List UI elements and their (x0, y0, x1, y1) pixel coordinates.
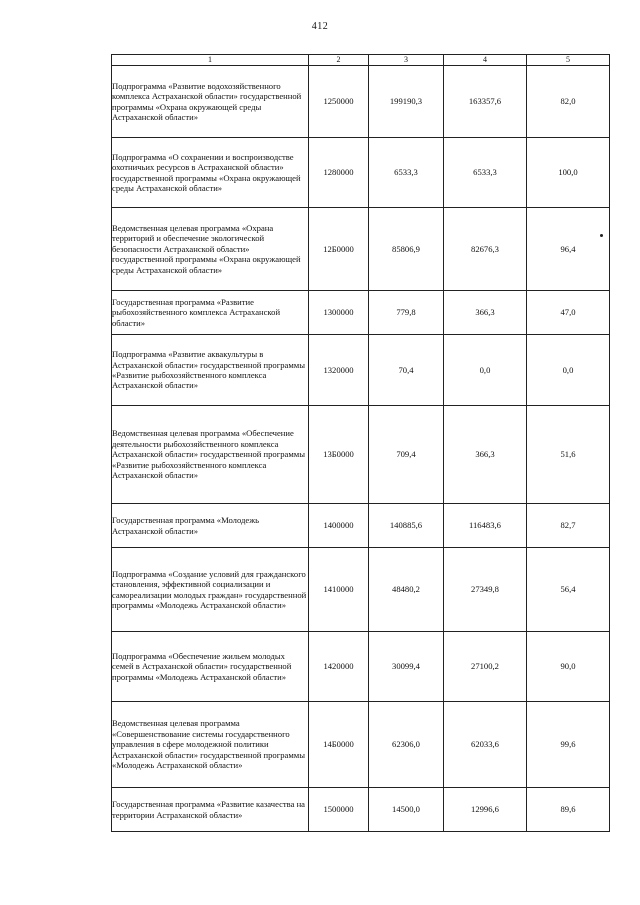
actual-amount: 62033,6 (444, 702, 527, 788)
actual-amount: 6533,3 (444, 138, 527, 208)
table-row (112, 291, 610, 335)
program-name: Подпрограмма «О сохранении и воспроизводстве охотничьих ресурсов в Астраханской области» государственной программы «Охрана окружающей среды Астраханской области» (112, 138, 309, 208)
planned-amount: 709,4 (369, 406, 444, 504)
execution-percent: 89,6 (527, 788, 610, 832)
planned-amount: 48480,2 (369, 548, 444, 632)
program-code: 1410000 (309, 548, 369, 632)
execution-percent: 82,7 (527, 504, 610, 548)
planned-amount: 140885,6 (369, 504, 444, 548)
table-header-row (112, 55, 610, 66)
column-header: 3 (369, 55, 444, 66)
table-row (112, 208, 610, 291)
execution-percent: 47,0 (527, 291, 610, 335)
column-header: 2 (309, 55, 369, 66)
planned-amount: 62306,0 (369, 702, 444, 788)
table-row (112, 66, 610, 138)
program-name: Подпрограмма «Обеспечение жильем молодых семей в Астраханской области» государственной программы «Молодежь Астраханской области» (112, 632, 309, 702)
program-code: 1280000 (309, 138, 369, 208)
execution-percent: 90,0 (527, 632, 610, 702)
planned-amount: 779,8 (369, 291, 444, 335)
planned-amount: 14500,0 (369, 788, 444, 832)
program-name: Государственная программа «Развитие казачества на территории Астраханской области» (112, 788, 309, 832)
actual-amount: 366,3 (444, 406, 527, 504)
table-row (112, 632, 610, 702)
planned-amount: 199190,3 (369, 66, 444, 138)
program-code: 1500000 (309, 788, 369, 832)
execution-percent: 56,4 (527, 548, 610, 632)
actual-amount: 12996,6 (444, 788, 527, 832)
table-row (112, 138, 610, 208)
table-row (112, 406, 610, 504)
program-name: Подпрограмма «Создание условий для гражданского становления, эффективной социализации и самореализации молодых граждан» государственной программы «Молодежь Астраханской области» (112, 548, 309, 632)
execution-percent: 100,0 (527, 138, 610, 208)
column-header: 1 (112, 55, 309, 66)
table-row (112, 702, 610, 788)
actual-amount: 163357,6 (444, 66, 527, 138)
execution-percent: 99,6 (527, 702, 610, 788)
execution-percent: 51,6 (527, 406, 610, 504)
program-name: Государственная программа «Молодежь Астраханской области» (112, 504, 309, 548)
program-code: 1320000 (309, 335, 369, 406)
column-header: 5 (527, 55, 610, 66)
table-row (112, 788, 610, 832)
program-code: 1300000 (309, 291, 369, 335)
planned-amount: 70,4 (369, 335, 444, 406)
column-header: 4 (444, 55, 527, 66)
program-name: Подпрограмма «Развитие аквакультуры в Астраханской области» государственной программы «Развитие рыбохозяйственного комплекса Астраханской области» (112, 335, 309, 406)
program-name: Ведомственная целевая программа «Обеспечение деятельности рыбохозяйственного комплекса Астраханской области» государственной программы «Развитие рыбохозяйственного комплекса Астраханской области» (112, 406, 309, 504)
program-code: 13Б0000 (309, 406, 369, 504)
execution-percent: 0,0 (527, 335, 610, 406)
program-code: 1400000 (309, 504, 369, 548)
execution-percent: 96,4 (527, 208, 610, 291)
planned-amount: 85806,9 (369, 208, 444, 291)
program-name: Подпрограмма «Развитие водохозяйственного комплекса Астраханской области» государственной программы «Охрана окружающей среды Астраханской области» (112, 66, 309, 138)
actual-amount: 116483,6 (444, 504, 527, 548)
program-name: Ведомственная целевая программа «Охрана территорий и обеспечение экологической безопасности Астраханской области» государственной программы «Охрана окружающей среды Астраханской области» (112, 208, 309, 291)
actual-amount: 82676,3 (444, 208, 527, 291)
page-number: 412 (311, 21, 329, 32)
program-name: Ведомственная целевая программа «Совершенствование системы государственного управления в сфере молодежной политики Астраханской области» государственной программы «Молодежь Астраханской области» (112, 702, 309, 788)
actual-amount: 27100,2 (444, 632, 527, 702)
program-name: Государственная программа «Развитие рыбохозяйственного комплекса Астраханской области» (112, 291, 309, 335)
planned-amount: 30099,4 (369, 632, 444, 702)
table-row (112, 335, 610, 406)
program-code: 1250000 (309, 66, 369, 138)
actual-amount: 0,0 (444, 335, 527, 406)
table-row (112, 504, 610, 548)
planned-amount: 6533,3 (369, 138, 444, 208)
actual-amount: 366,3 (444, 291, 527, 335)
actual-amount: 27349,8 (444, 548, 527, 632)
execution-percent: 82,0 (527, 66, 610, 138)
program-code: 14Б0000 (309, 702, 369, 788)
budget-table (111, 54, 610, 832)
program-code: 12Б0000 (309, 208, 369, 291)
program-code: 1420000 (309, 632, 369, 702)
scan-speck (600, 234, 603, 237)
table-row (112, 548, 610, 632)
